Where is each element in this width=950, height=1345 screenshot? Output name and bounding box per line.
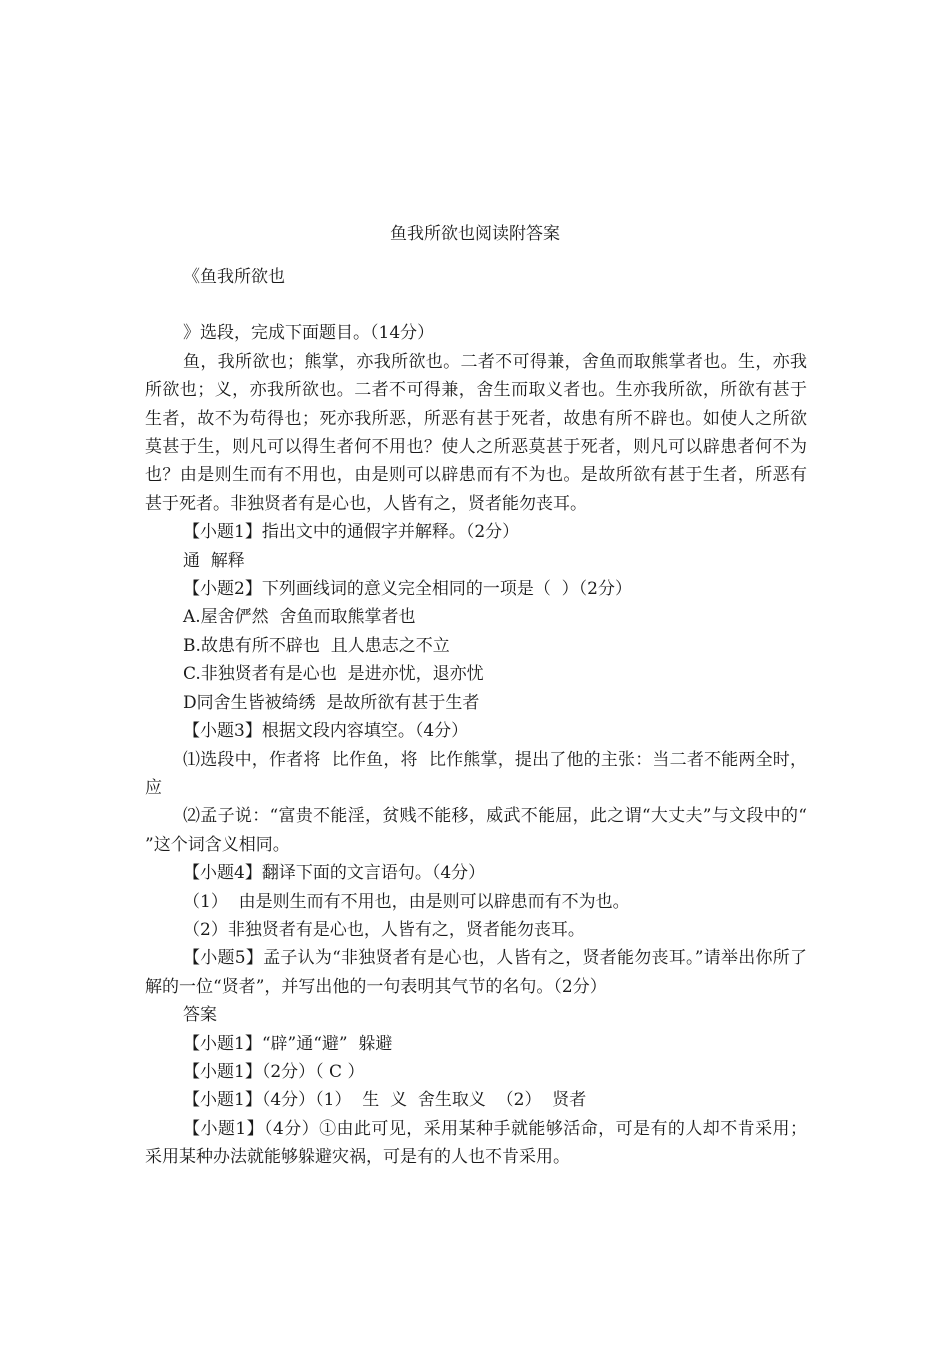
- answers-heading: 答案: [183, 1005, 217, 1026]
- question-3: 【小题3】根据文段内容填空。（4分）: [183, 721, 469, 742]
- question-4-sentence-2: （2）非独贤者有是心也，人皆有之，贤者能勿丧耳。: [183, 919, 585, 940]
- question-3-part-2: ⑵孟子说：“富贵不能淫，贫贱不能移，威武不能屈，此之谓“大丈夫”与文段中的“ ”这个词含义相同。: [145, 806, 818, 855]
- question-4: 【小题4】翻译下面的文言语句。（4分）: [183, 863, 486, 884]
- intro-line-2: 》选段，完成下面题目。（14分）: [183, 323, 435, 344]
- answer-4: 【小题1】（4分）①由此可见，采用某种手就能够活命，可是有的人却不肯采用；采用某种办法就能够躲避灾祸，可是有的人也不肯采用。: [145, 1118, 807, 1168]
- answer-2: 【小题1】（2分）（ C ）: [183, 1061, 365, 1082]
- question-5: 【小题5】孟子认为“非独贤者有是心也，人皆有之，贤者能勿丧耳。”请举出你所了解的一位“贤者”，并写出他的一句表明其气节的名句。（2分）: [145, 948, 807, 997]
- passage-paragraph: 鱼，我所欲也；熊掌，亦我所欲也。二者不可得兼，舍鱼而取熊掌者也。生，亦我所欲也；义，亦我所欲也。二者不可得兼，舍生而取义者也。生亦我所欲，所欲有甚于生者，故不为苟得也；死亦我所恶，所恶有甚于死者，故患有所不辟也。如使人之所欲莫甚于生，则凡可以得生者何不用也？使人之所恶莫甚于死者，则凡可以辟患者何不为也？由是则生而有不用也，由是则可以辟患而有不为也。是故所欲有甚于生者，所恶有甚于死者。非独贤者有是心也，人皆有之，贤者能勿丧耳。: [145, 351, 807, 514]
- question-1: 【小题1】指出文中的通假字并解释。（2分）: [183, 522, 520, 543]
- question-2-option-c: C.非独贤者有是心也 是进亦忧，退亦忧: [183, 664, 484, 685]
- answer-3: 【小题1】（4分）（1） 生 义 舍生取义 （2） 贤者: [183, 1090, 587, 1111]
- document-body: [145, 263, 818, 1172]
- question-2-option-b: B.故患有所不辟也 且人患志之不立: [183, 635, 450, 656]
- question-2-option-a: A.屋舍俨然 舍鱼而取熊掌者也: [183, 607, 416, 628]
- blank-line: [145, 291, 807, 319]
- question-3-part-1: ⑴选段中，作者将 比作鱼，将 比作熊掌，提出了他的主张：当二者不能两全时，应: [145, 749, 807, 798]
- question-1-blank: 通 解释: [183, 550, 245, 571]
- question-2: 【小题2】下列画线词的意义完全相同的一项是（ ）（2分）: [183, 579, 632, 600]
- question-4-sentence-1: （1） 由是则生而有不用也，由是则可以辟患而有不为也。: [183, 891, 630, 912]
- page-title: 鱼我所欲也阅读附答案: [390, 224, 560, 244]
- question-2-option-d: D同舍生皆被绮绣 是故所欲有甚于生者: [183, 692, 480, 713]
- intro-line-1: 《鱼我所欲也: [183, 267, 285, 287]
- answer-1: 【小题1】“辟”通“避” 躲避: [183, 1033, 393, 1054]
